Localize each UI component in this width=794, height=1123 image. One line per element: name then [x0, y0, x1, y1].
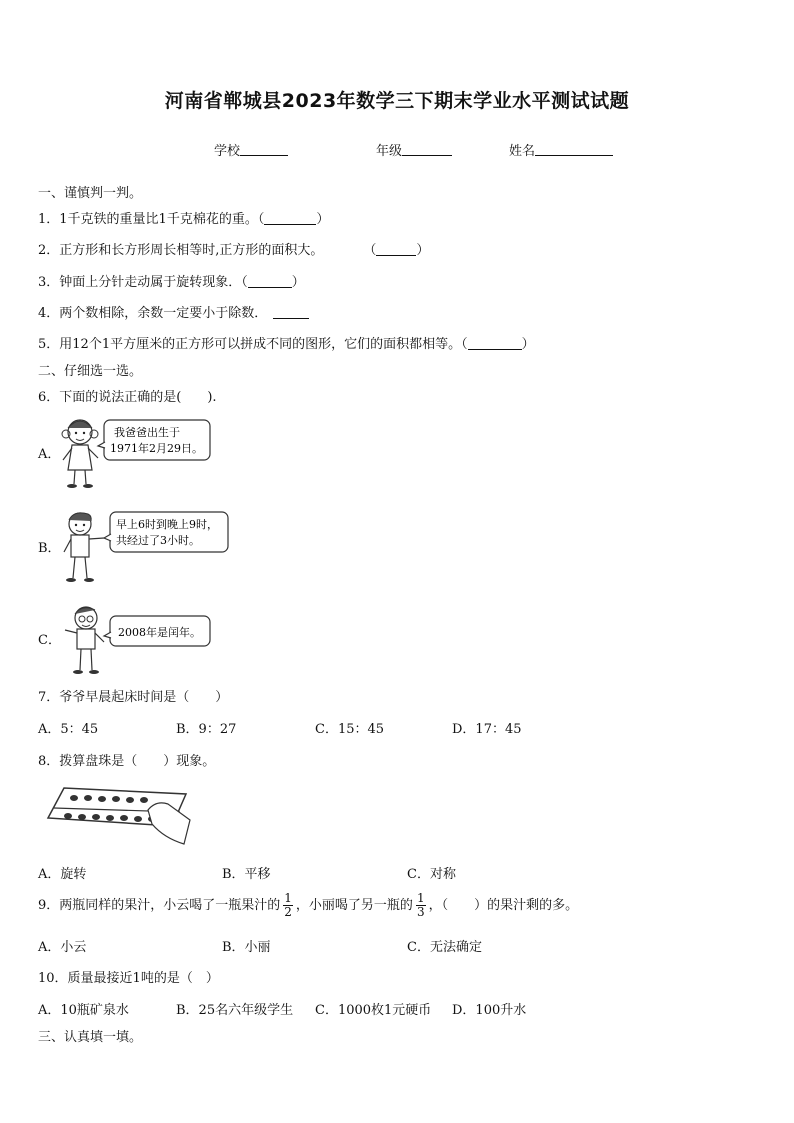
question-5 [38, 333, 535, 352]
page-title: 河南省郸城县2023年数学三下期末学业水平测试试题 [164, 90, 630, 112]
grade-label: 年级 [376, 144, 403, 159]
q6-option-b-bubble-line-2: 共经过了3小时。 [116, 534, 200, 547]
fraction-2-denominator: 3 [416, 905, 425, 919]
question-7: 7．爷爷早晨起床时间是（ ） [38, 690, 229, 705]
question-1 [38, 208, 329, 227]
q9-option-b[interactable]: B．小丽 [222, 940, 271, 955]
school-label: 学校 [214, 144, 241, 159]
q9-option-a[interactable]: A．小云 [38, 940, 87, 955]
q7-option-b[interactable]: B．9：27 [176, 722, 237, 737]
question-3 [38, 271, 305, 290]
girl-speaking-illustration [58, 414, 218, 490]
section-3-heading: 三、认真填一填。 [38, 1030, 143, 1045]
question-9-text-c: ，（ ）的果汁剩的多。 [428, 898, 579, 913]
question-4 [38, 302, 309, 321]
question-6: 6．下面的说法正确的是( ). [38, 390, 217, 405]
q8-option-b[interactable]: B．平移 [222, 867, 271, 882]
question-8: 8．拨算盘珠是（ ）现象。 [38, 754, 216, 769]
name-blank[interactable] [535, 142, 613, 156]
question-10: 10．质量最接近1吨的是（ ） [38, 971, 219, 986]
question-9-text-a: 9．两瓶同样的果汁，小云喝了一瓶果汁的 [38, 898, 281, 913]
question-2-blank[interactable] [376, 243, 416, 256]
question-9 [38, 892, 578, 919]
question-4-text: 4．两个数相除，余数一定要小于除数． [38, 306, 268, 321]
q6-option-a-bubble-line-2: 1971年2月29日。 [110, 442, 203, 455]
fraction-1-numerator: 1 [284, 891, 292, 905]
question-1-close: ） [316, 212, 330, 227]
school-field [214, 140, 288, 159]
question-5-text: 5．用12个1平方厘米的正方形可以拼成不同的图形，它们的面积都相等。（ [38, 337, 468, 352]
question-1-text: 1．1千克铁的重量比1千克棉花的重。（ [38, 212, 265, 227]
boy-speaking-illustration [58, 508, 234, 586]
question-2-open: （ [363, 243, 377, 258]
question-5-close: ） [521, 337, 535, 352]
abacus-illustration [44, 780, 192, 850]
question-3-close: ） [291, 275, 305, 290]
fraction-2-numerator: 1 [416, 891, 425, 905]
q7-option-a[interactable]: A．5：45 [38, 722, 99, 737]
question-2-text: 2．正方形和长方形周长相等时,正方形的面积大。 [38, 243, 324, 258]
name-field [509, 140, 613, 159]
q7-option-d[interactable]: D．17：45 [452, 722, 522, 737]
question-1-blank[interactable] [264, 212, 316, 225]
q6-option-b-bubble-line-1: 早上6时到晚上9时， [116, 518, 218, 531]
q7-option-c[interactable]: C．15：45 [315, 722, 385, 737]
section-2-heading: 二、仔细选一选。 [38, 364, 143, 379]
fraction-1-denominator: 2 [284, 905, 292, 919]
question-4-blank[interactable] [273, 306, 309, 319]
fraction-one-half [283, 892, 293, 919]
q9-option-c[interactable]: C．无法确定 [407, 940, 482, 955]
question-2 [38, 239, 429, 258]
q6-option-c-bubble-line-1: 2008年是闰年。 [118, 626, 201, 639]
q6-option-c-label[interactable]: C． [38, 633, 61, 648]
q10-option-c[interactable]: C．1000枚1元硬币 [315, 1003, 432, 1018]
q10-option-b[interactable]: B．25名六年级学生 [176, 1003, 294, 1018]
question-9-text-b: ，小丽喝了另一瓶的 [295, 898, 413, 913]
q8-option-a[interactable]: A．旋转 [38, 867, 87, 882]
section-1-heading: 一、谨慎判一判。 [38, 186, 143, 201]
q8-option-c[interactable]: C．对称 [407, 867, 456, 882]
grade-field [376, 140, 452, 159]
q6-option-a-label[interactable]: A． [38, 447, 61, 462]
q6-option-a-bubble-line-1: 我爸爸出生于 [114, 426, 180, 439]
q6-option-b-label[interactable]: B． [38, 541, 61, 556]
q10-option-d[interactable]: D．100升水 [452, 1003, 527, 1018]
school-blank[interactable] [240, 142, 288, 156]
question-5-blank[interactable] [468, 337, 522, 350]
question-2-close: ） [416, 243, 430, 258]
question-3-blank[interactable] [248, 275, 292, 288]
name-label: 姓名 [509, 144, 536, 159]
fraction-one-third [416, 892, 426, 919]
q10-option-a[interactable]: A．10瓶矿泉水 [38, 1003, 129, 1018]
question-3-text: 3．钟面上分针走动属于旋转现象．（ [38, 275, 248, 290]
boy-with-glasses-illustration [62, 602, 218, 678]
grade-blank[interactable] [402, 142, 452, 156]
